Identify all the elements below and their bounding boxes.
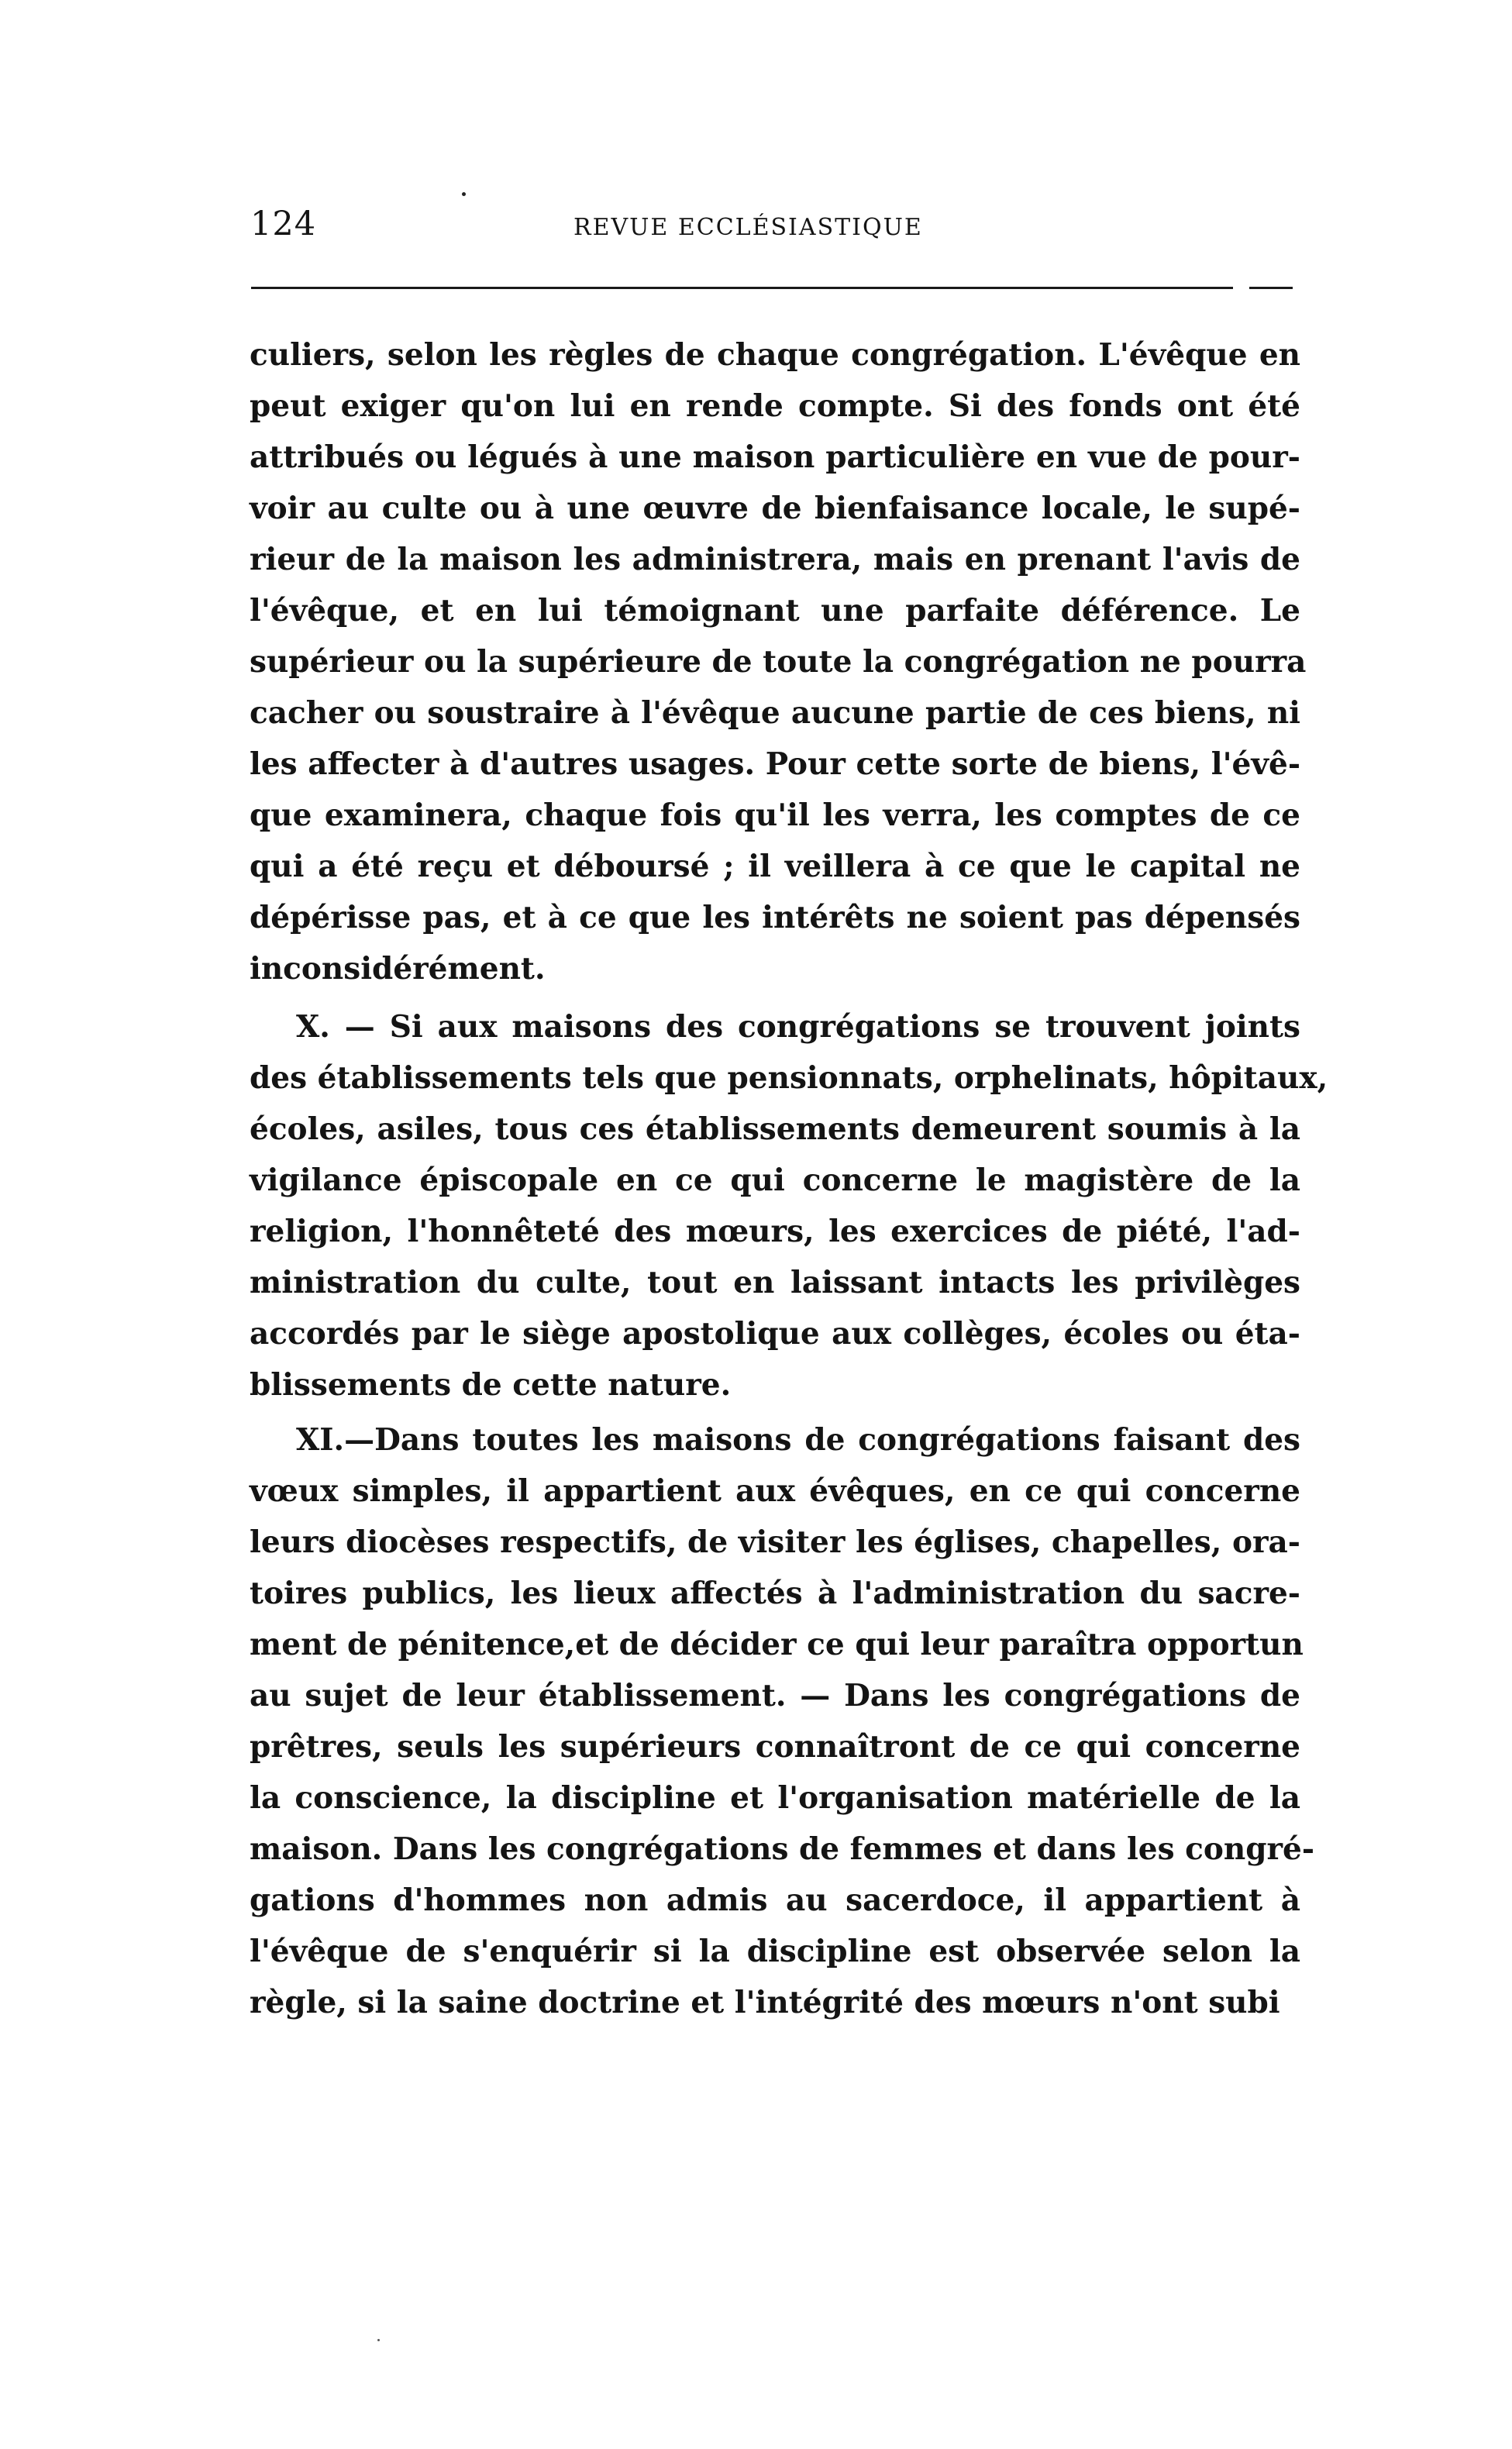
text-line: prêtres, seuls les supérieurs connaîtront de ce qui concerne — [250, 1729, 1300, 1765]
text-line: vigilance épiscopale en ce qui concerne le magistère de la — [250, 1162, 1300, 1198]
text-line: les affecter à d'autres usages. Pour cette sorte de biens, l'évê- — [250, 746, 1300, 782]
text-line: qui a été reçu et déboursé ; il veillera à ce que le capital ne — [250, 849, 1300, 884]
text-line: peut exiger qu'on lui en rende compte. Si des fonds ont été — [250, 388, 1300, 424]
text-line: X. — Si aux maisons des congrégations se trouvent joints — [296, 1009, 1300, 1045]
text-line: au sujet de leur établissement. — Dans les congrégations de — [250, 1678, 1300, 1714]
text-line: l'évêque, et en lui témoignant une parfaite déférence. Le — [250, 593, 1300, 629]
page-number: 124 — [250, 205, 317, 243]
header-rule-short — [1249, 287, 1293, 289]
text-line: rieur de la maison les administrera, mais en prenant l'avis de — [250, 542, 1300, 577]
text-line: attribués ou légués à une maison particulière en vue de pour- — [250, 439, 1300, 475]
text-line: dépérisse pas, et à ce que les intérêts ne soient pas dépensés — [250, 900, 1300, 935]
text-line: religion, l'honnêteté des mœurs, les exercices de piété, l'ad- — [250, 1214, 1300, 1249]
text-line: blissements de cette nature. — [250, 1367, 732, 1403]
header-dot — [462, 192, 466, 196]
text-line: supérieur ou la supérieure de toute la congrégation ne pourra — [250, 644, 1307, 680]
text-line: la conscience, la discipline et l'organisation matérielle de la — [250, 1780, 1300, 1816]
header-rule — [251, 287, 1233, 289]
text-line: écoles, asiles, tous ces établissements demeurent soumis à la — [250, 1111, 1300, 1147]
text-line: maison. Dans les congrégations de femmes et dans les congré- — [250, 1831, 1315, 1867]
text-line: l'évêque de s'enquérir si la discipline est observée selon la — [250, 1934, 1300, 1969]
text-line: des établissements tels que pensionnats, orphelinats, hôpitaux, — [250, 1060, 1328, 1096]
running-head: REVUE ECCLÉSIASTIQUE — [573, 214, 923, 241]
text-line: vœux simples, il appartient aux évêques, en ce qui concerne — [250, 1473, 1300, 1509]
text-line: toires publics, les lieux affectés à l'administration du sacre- — [250, 1576, 1300, 1611]
text-line: que examinera, chaque fois qu'il les verra, les comptes de ce — [250, 797, 1300, 833]
paragraph-3 — [250, 1414, 1315, 2028]
text-line: cacher ou soustraire à l'évêque aucune partie de ces biens, ni — [250, 695, 1300, 731]
text-line: XI.—Dans toutes les maisons de congrégations faisant des — [296, 1422, 1300, 1458]
text-line: règle, si la saine doctrine et l'intégrité des mœurs n'ont subi — [250, 1985, 1280, 2020]
text-line: culiers, selon les règles de chaque congrégation. L'évêque en — [250, 337, 1300, 373]
text-line: ministration du culte, tout en laissant intacts les privilèges — [250, 1265, 1300, 1300]
text-line: gations d'hommes non admis au sacerdoce, il appartient à — [250, 1882, 1300, 1918]
text-line: accordés par le siège apostolique aux collèges, écoles ou éta- — [250, 1316, 1300, 1352]
text-line: ment de pénitence,et de décider ce qui leur paraîtra opportun — [250, 1627, 1304, 1662]
stray-mark — [377, 2339, 380, 2341]
text-line: inconsidérément. — [250, 951, 546, 987]
paragraph-1 — [250, 329, 1307, 994]
paragraph-2 — [250, 1001, 1328, 1410]
text-line: voir au culte ou à une œuvre de bienfaisance locale, le supé- — [250, 491, 1300, 526]
text-line: leurs diocèses respectifs, de visiter les églises, chapelles, ora- — [250, 1524, 1300, 1560]
